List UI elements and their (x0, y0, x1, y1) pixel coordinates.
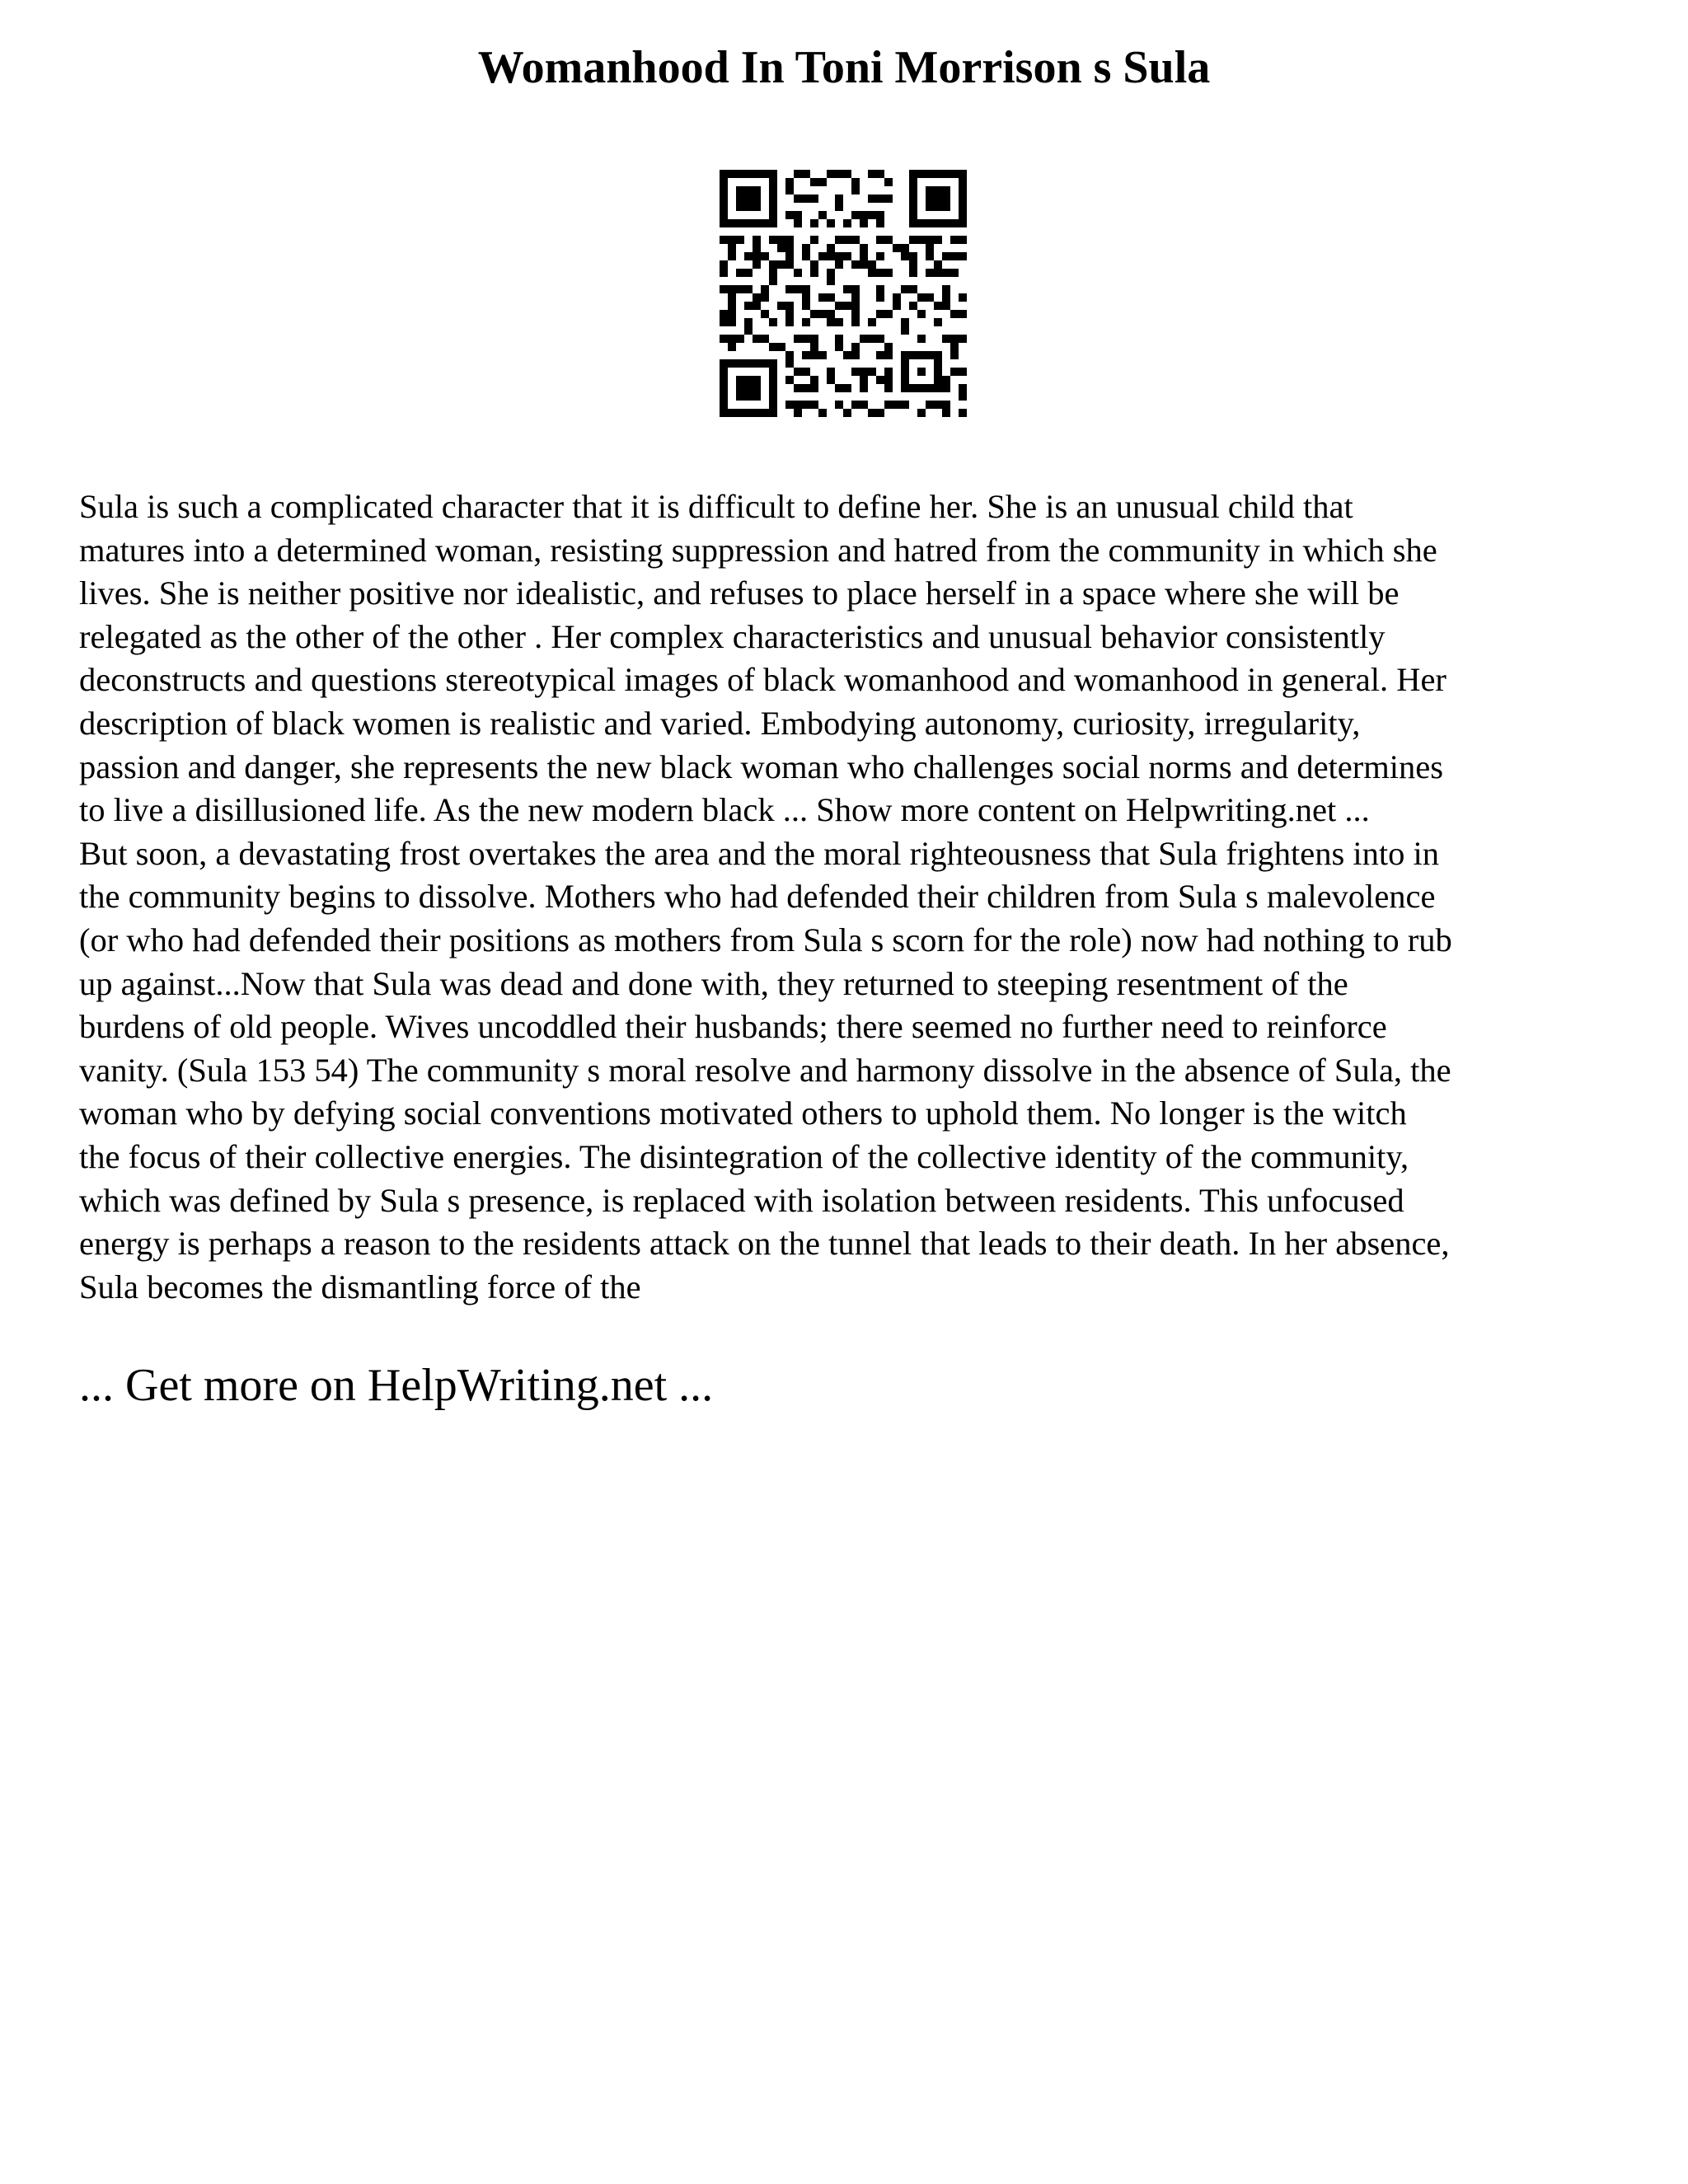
document-title: Womanhood In Toni Morrison s Sula (477, 42, 1211, 93)
body-line: deconstructs and questions stereotypical images of black womanhood and womanhood in general. Her (79, 661, 1447, 699)
body-line: (or who had defended their positions as mothers from Sula s scorn for the role) now had nothing to rub (79, 921, 1452, 958)
body-line: to live a disillusioned life. As the new modern black ... Show more content on Helpwriting.net ... (79, 791, 1370, 829)
qr-code-icon (720, 170, 967, 417)
body-line: passion and danger, she represents the new black woman who challenges social norms and determines (79, 748, 1444, 785)
body-line: description of black women is realistic and varied. Embodying autonomy, curiosity, irregularity, (79, 704, 1361, 742)
body-line: the community begins to dissolve. Mothers who had defended their children from Sula s malevolence (79, 878, 1436, 916)
body-line: energy is perhaps a reason to the residents attack on the tunnel that leads to their death. In her absence, (79, 1225, 1450, 1263)
body-line: But soon, a devastating frost overtakes the area and the moral righteousness that Sula frightens into in (79, 834, 1439, 872)
body-line: Sula is such a complicated character that it is difficult to define her. She is an unusual child that (79, 488, 1353, 525)
body-line: lives. She is neither positive nor idealistic, and refuses to place herself in a space where she will be (79, 574, 1400, 612)
body-line: the focus of their collective energies. The disintegration of the collective identity of the community, (79, 1137, 1409, 1175)
body-line: matures into a determined woman, resisting suppression and hatred from the community in which she (79, 531, 1437, 569)
body-text (79, 485, 1614, 1309)
body-line: vanity. (Sula 153 54) The community s moral resolve and harmony dissolve in the absence of Sula, the (79, 1051, 1451, 1089)
body-line: burdens of old people. Wives uncoddled their husbands; there seemed no further need to reinforce (79, 1008, 1387, 1046)
body-line: woman who by defying social conventions motivated others to uphold them. No longer is the witch (79, 1094, 1407, 1132)
body-line: up against...Now that Sula was dead and done with, they returned to steeping resentment of the (79, 964, 1348, 1002)
get-more-link[interactable]: ... Get more on HelpWriting.net ... (79, 1360, 714, 1411)
body-line: Sula becomes the dismantling force of the (79, 1268, 641, 1305)
body-line: relegated as the other of the other . Her complex characteristics and unusual behavior consistently (79, 617, 1386, 655)
body-line: which was defined by Sula s presence, is replaced with isolation between residents. This unfocused (79, 1181, 1404, 1219)
